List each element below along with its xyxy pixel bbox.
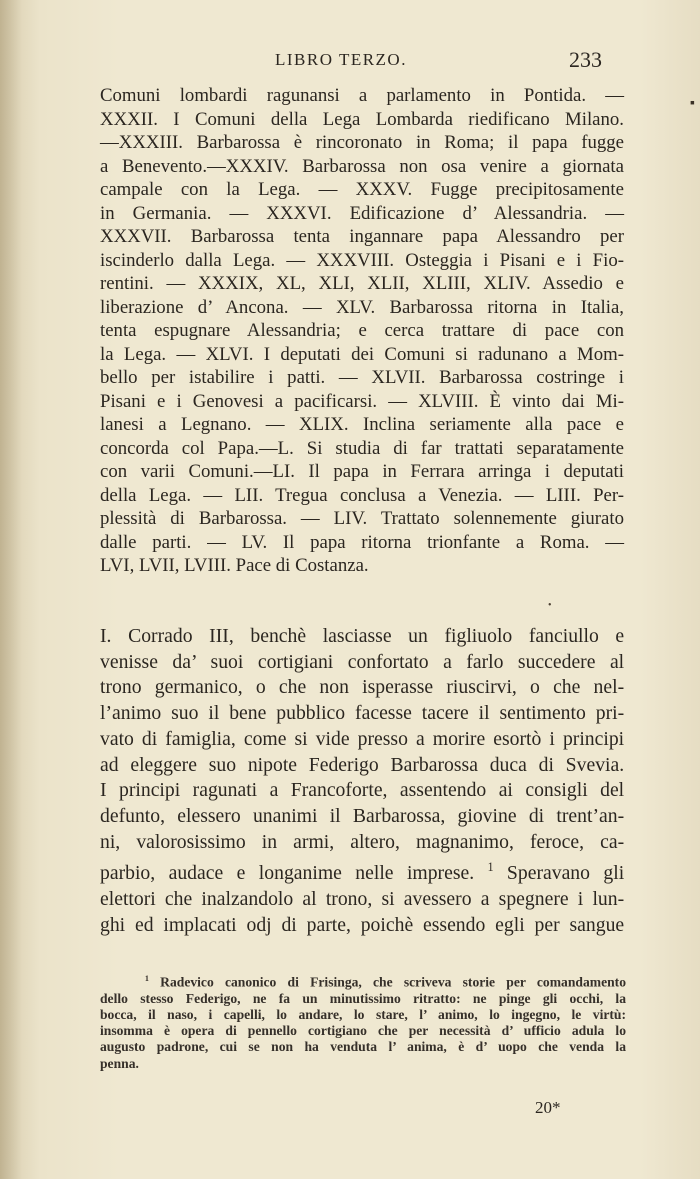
footnote	[100, 971, 626, 1072]
body-line: elettori che inalzandolo al trono, si avessero a spegnere i lun-	[100, 887, 625, 910]
summary-line: a Benevento.—XXXIV. Barbarossa non osa venire a giornata	[100, 155, 624, 177]
page-number: 233	[569, 47, 602, 72]
summary-line: lanesi a Legnano. — XLIX. Inclina seriamente alla pace e	[100, 414, 624, 435]
summary-line: XXXVII. Barbarossa tenta ingannare papa Alessandro per	[100, 226, 624, 247]
summary-line: concorda col Papa.—L. Si studia di far trattati separatamente	[100, 437, 624, 459]
footnote-line: augusto padrone, cui se non ha venduta l’ anima, è d’ uopo che venda la	[100, 1039, 626, 1055]
summary-line: campale con la Lega. — XXXV. Fugge precipitosamente	[100, 179, 624, 200]
body-text	[100, 624, 625, 938]
summary-line: rentini. — XXXIX, XL, XLI, XLII, XLIII, XLIV. Assedio e	[100, 273, 624, 294]
chapter-summary	[100, 84, 624, 578]
body-line	[100, 855, 624, 887]
summary-line: tenta espugnare Alessandria; e cerca trattare di pace con	[100, 320, 624, 341]
footnote-line	[100, 971, 626, 991]
footnote-line: penna.	[100, 1055, 139, 1071]
body-line: ni, valorosissimo in armi, altero, magnanimo, feroce, ca-	[100, 830, 625, 853]
summary-line: XXXII. I Comuni della Lega Lombarda riedificano Milano.	[100, 108, 624, 130]
footnote-line: bocca, il naso, i capelli, lo andare, lo stare, l’ animo, lo ingegno, le virtù:	[100, 1006, 626, 1022]
summary-line: dalle parti. — LV. Il papa ritorna trionfante a Roma. —	[100, 531, 624, 553]
summary-line: la Lega. — XLVI. I deputati dei Comuni si radunano a Mom-	[100, 343, 624, 365]
footnote-line-text: Radevico canonico di Frisinga, che scriveva storie per comandamento	[160, 974, 626, 990]
summary-line: iscinderlo dalla Lega. — XXXVIII. Osteggia i Pisani e i Fio-	[100, 249, 624, 271]
body-line: vato di famiglia, come si vide presso a morire esortò i principi	[100, 727, 625, 750]
spine-shadow	[0, 0, 22, 1179]
summary-line: LVI, LVII, LVIII. Pace di Costanza.	[100, 555, 369, 576]
summary-line: bello per istabilire i patti. — XLVII. Barbarossa costringe i	[100, 367, 624, 388]
summary-line: con varii Comuni.—LI. Il papa in Ferrara arringa i deputati	[100, 461, 624, 482]
summary-line: Pisani e i Genovesi a pacificarsi. — XLVIII. È vinto dai Mi-	[100, 390, 624, 412]
summary-line: Comuni lombardi ragunansi a parlamento in Pontida. —	[100, 85, 624, 106]
summary-line: della Lega. — LII. Tregua conclusa a Venezia. — LIII. Per-	[100, 484, 624, 506]
body-line-text: parbio, audace e longanime nelle imprese.	[100, 862, 475, 885]
signature-mark: 20*	[535, 1098, 561, 1117]
footnote-line: dello stesso Federigo, ne fa un minutissimo ritratto: ne pinge gli occhi, la	[100, 990, 626, 1006]
summary-line: in Germania. — XXXVI. Edificazione d’ Alessandria. —	[100, 202, 624, 224]
body-line: I. Corrado III, benchè lasciasse un figliuolo fanciullo e	[100, 625, 625, 647]
running-title: LIBRO TERZO.	[275, 50, 407, 69]
body-line: ghi ed implacati odj di parte, poichè essendo egli per sangue	[100, 913, 625, 936]
page-header	[100, 47, 602, 76]
footnote-reference: 1	[487, 860, 494, 875]
body-line: l’animo suo il bene pubblico facesse tacere il sentimento pri-	[100, 702, 625, 725]
body-line: defunto, elessero unanimi il Barbarossa, giovine di trent’an-	[100, 804, 625, 827]
footnote-marker: 1	[144, 974, 149, 983]
body-line: ad eleggere suo nipote Federigo Barbarossa duca di Svevia.	[100, 753, 625, 776]
margin-mark: ▪	[690, 96, 695, 111]
summary-line: —XXXIII. Barbarossa è rincoronato in Roma; il papa fugge	[100, 132, 624, 153]
summary-line: plessità di Barbarossa. — LIV. Trattato solennemente giurato	[100, 508, 624, 529]
summary-line: liberazione d’ Ancona. — XLV. Barbarossa ritorna in Italia,	[100, 296, 624, 318]
divider-dot: •	[548, 600, 552, 611]
body-line: trono germanico, o che non isperasse riuscirvi, o che nel-	[100, 676, 625, 699]
body-line: venisse da’ suoi cortigiani confortato a farlo succedere al	[100, 650, 625, 673]
body-line-tail: Speravano gli	[506, 862, 625, 885]
footnote-line: insomma è opera di pennello cortigiano che per necessità d’ ufficio adula lo	[100, 1023, 626, 1039]
body-line: I principi ragunati a Francoforte, assentendo ai consigli del	[100, 779, 625, 802]
